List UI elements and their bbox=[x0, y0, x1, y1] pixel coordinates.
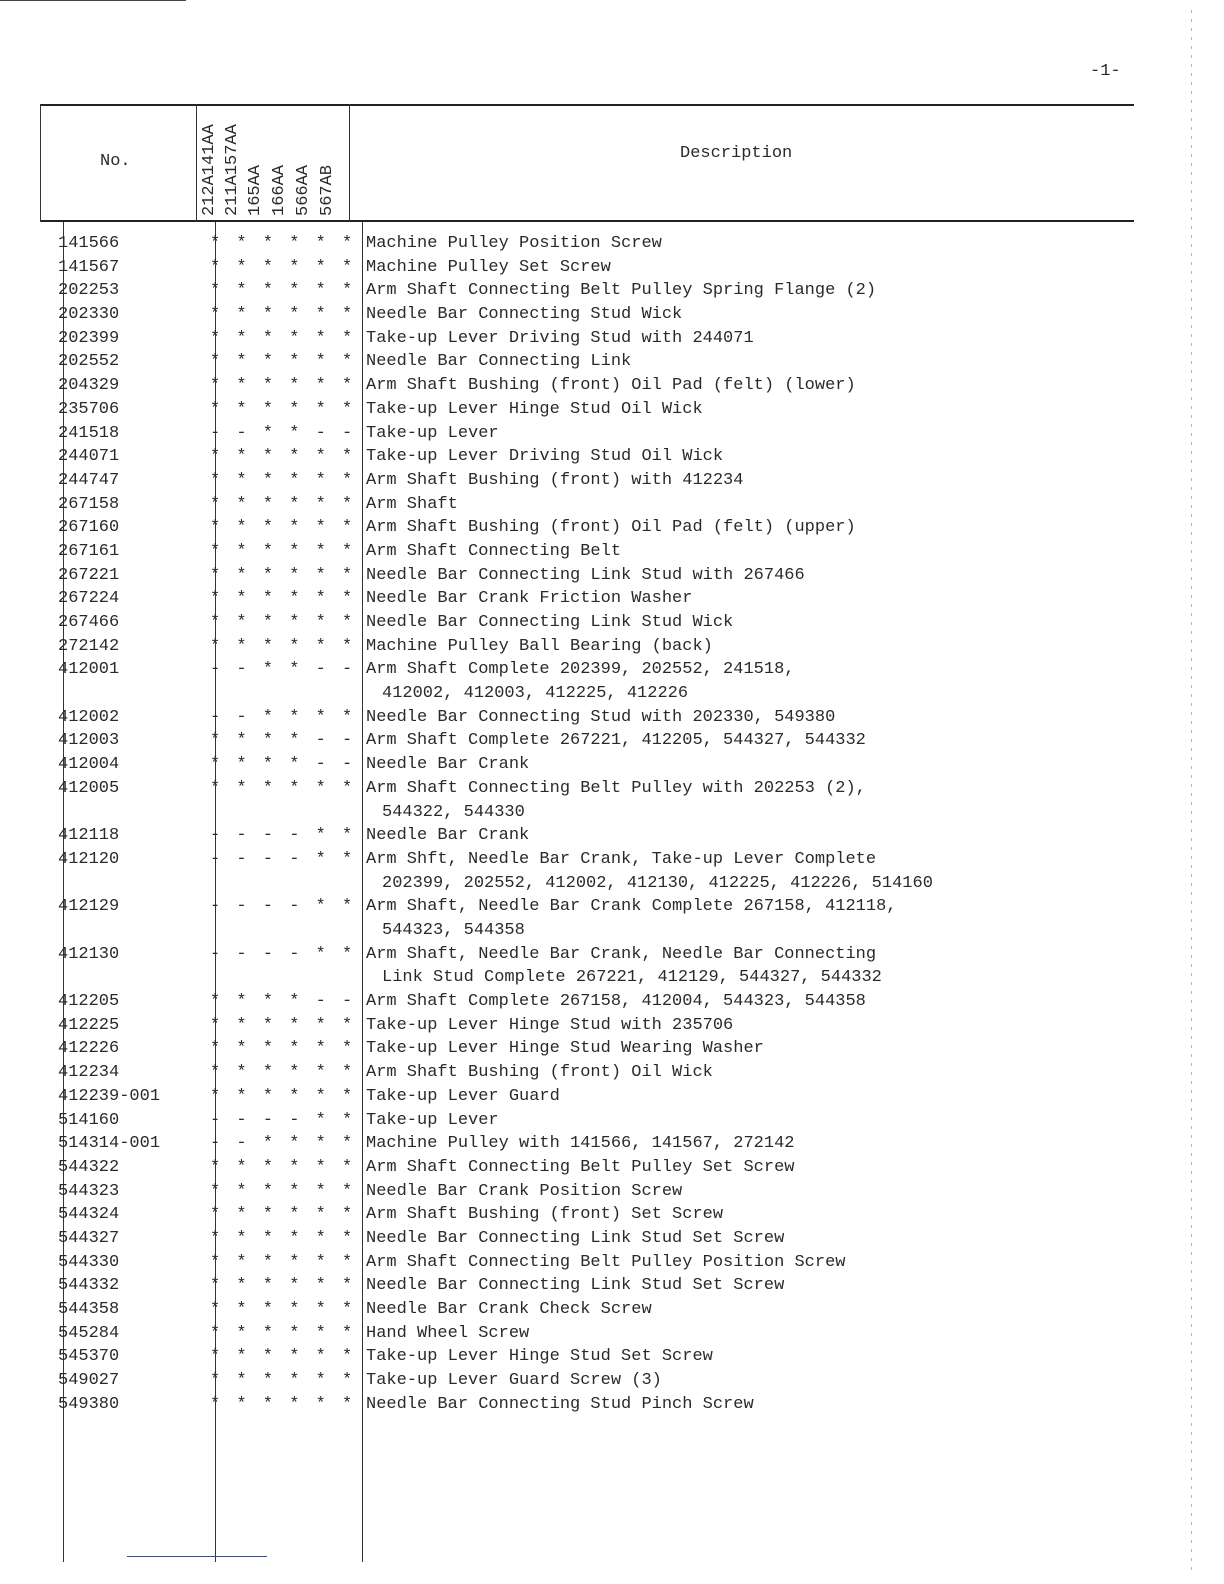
part-number: 202399 bbox=[58, 328, 120, 348]
part-description: Machine Pulley with 141566, 141567, 272142 bbox=[366, 1134, 795, 1154]
table-row bbox=[0, 232, 1224, 256]
part-description: Needle Bar Crank Position Screw bbox=[366, 1181, 683, 1201]
part-number: 141566 bbox=[58, 234, 120, 253]
model-availability: - - - - * * bbox=[210, 944, 356, 964]
part-description-continued: 544323, 544358 bbox=[382, 920, 525, 940]
part-number: 412003 bbox=[58, 731, 120, 751]
table-row bbox=[0, 516, 1224, 540]
model-availability: * * * * * * bbox=[210, 257, 356, 277]
part-description: Needle Bar Connecting Link Stud Set Screw bbox=[366, 1228, 785, 1248]
part-description: Arm Shaft Bushing (front) Oil Wick bbox=[366, 1063, 713, 1083]
scan-edge-marks bbox=[1191, 10, 1192, 1570]
table-row bbox=[0, 540, 1224, 564]
part-number: 514160 bbox=[58, 1110, 120, 1130]
model-availability: - - * * - - bbox=[210, 660, 356, 680]
model-availability: - - - - * * bbox=[210, 897, 356, 917]
model-availability: * * * * * * bbox=[210, 518, 356, 538]
table-row bbox=[0, 1393, 1224, 1417]
table-row bbox=[0, 848, 1224, 895]
top-left-rule bbox=[0, 0, 186, 1]
part-number: 267466 bbox=[58, 613, 120, 632]
part-number: 412205 bbox=[58, 992, 120, 1012]
table-row bbox=[0, 729, 1224, 753]
model-availability: * * * * * * bbox=[210, 376, 356, 396]
part-description: Needle Bar Crank bbox=[366, 755, 530, 775]
part-description: Take-up Lever Hinge Stud Oil Wick bbox=[366, 399, 703, 419]
model-availability: * * * * - - bbox=[210, 731, 356, 751]
model-availability: * * * * * * bbox=[210, 1252, 356, 1272]
part-number: 412130 bbox=[58, 944, 120, 964]
table-row bbox=[0, 1180, 1224, 1204]
part-number: 204329 bbox=[58, 376, 120, 396]
table-row bbox=[0, 303, 1224, 327]
part-description: Take-up Lever Driving Stud Oil Wick bbox=[366, 447, 724, 467]
part-description: Arm Shaft Bushing (front) with 412234 bbox=[366, 470, 744, 490]
model-availability: * * * * - - bbox=[210, 755, 356, 775]
part-number: 412118 bbox=[58, 826, 120, 846]
model-availability: * * * * * * bbox=[210, 399, 356, 419]
model-code-header: 165AA bbox=[246, 164, 265, 216]
bottom-blue-mark bbox=[127, 1556, 267, 1557]
model-code-header: 211A157AA bbox=[223, 124, 242, 216]
part-number: 272142 bbox=[58, 636, 120, 656]
part-number: 412226 bbox=[58, 1039, 120, 1059]
part-description: Needle Bar Crank bbox=[366, 826, 530, 846]
part-description: Take-up Lever bbox=[366, 1110, 499, 1130]
part-description-continued: 202399, 202552, 412002, 412130, 412225, 412226, 514160 bbox=[382, 873, 933, 893]
model-availability: * * * * - - bbox=[210, 992, 356, 1012]
model-availability: * * * * * * bbox=[210, 778, 356, 798]
table-row bbox=[0, 1274, 1224, 1298]
table-row bbox=[0, 327, 1224, 351]
table-row bbox=[0, 658, 1224, 705]
table-row bbox=[0, 1014, 1224, 1038]
part-description: Needle Bar Connecting Link Stud Set Screw bbox=[366, 1276, 785, 1296]
model-availability: * * * * * * bbox=[210, 1347, 356, 1367]
table-row bbox=[0, 1061, 1224, 1085]
model-availability: * * * * * * bbox=[210, 305, 356, 325]
part-description: Take-up Lever Guard Screw (3) bbox=[366, 1371, 662, 1391]
table-row bbox=[0, 1369, 1224, 1393]
model-availability: * * * * * * bbox=[210, 1063, 356, 1083]
table-row bbox=[0, 1298, 1224, 1322]
model-availability: * * * * * * bbox=[210, 1276, 356, 1296]
part-number: 244071 bbox=[58, 447, 120, 467]
model-availability: - - * * - - bbox=[210, 423, 356, 443]
part-description: Arm Shaft Connecting Belt Pulley with 202253 (2), bbox=[366, 778, 866, 798]
part-description: Take-up Lever Driving Stud with 244071 bbox=[366, 328, 754, 348]
part-number: 412004 bbox=[58, 755, 120, 775]
part-description: Arm Shaft Complete 202399, 202552, 241518, bbox=[366, 660, 795, 680]
part-number: 202330 bbox=[58, 305, 120, 325]
table-row bbox=[0, 824, 1224, 848]
model-availability: * * * * * * bbox=[210, 1039, 356, 1059]
table-row bbox=[0, 1037, 1224, 1061]
table-row bbox=[0, 398, 1224, 422]
table-row bbox=[0, 1085, 1224, 1109]
part-number: 544330 bbox=[58, 1252, 120, 1272]
part-number: 412005 bbox=[58, 778, 120, 798]
part-number: 544324 bbox=[58, 1205, 120, 1225]
part-description: Machine Pulley Position Screw bbox=[366, 234, 662, 253]
part-description-continued: Link Stud Complete 267221, 412129, 544327, 544332 bbox=[382, 968, 882, 988]
part-description: Arm Shaft bbox=[366, 494, 458, 514]
part-description: Arm Shaft Connecting Belt bbox=[366, 541, 622, 561]
part-description: Take-up Lever Hinge Stud Wearing Washer bbox=[366, 1039, 764, 1059]
table-row bbox=[0, 990, 1224, 1014]
part-number: 244747 bbox=[58, 470, 120, 490]
table-row bbox=[0, 350, 1224, 374]
part-description: Needle Bar Connecting Stud with 202330, 549380 bbox=[366, 707, 836, 727]
parts-table-body bbox=[0, 232, 1224, 1416]
part-description: Arm Shaft Complete 267158, 412004, 544323, 544358 bbox=[366, 992, 866, 1012]
model-availability: - - - - * * bbox=[210, 826, 356, 846]
model-availability: * * * * * * bbox=[210, 1371, 356, 1391]
model-availability: - - * * * * bbox=[210, 707, 356, 727]
model-availability: - - - - * * bbox=[210, 849, 356, 869]
model-availability: - - - - * * bbox=[210, 1110, 356, 1130]
part-description: Needle Bar Crank Friction Washer bbox=[366, 589, 693, 609]
table-row bbox=[0, 753, 1224, 777]
table-row bbox=[0, 611, 1224, 635]
part-number: 544323 bbox=[58, 1181, 120, 1201]
part-number: 267158 bbox=[58, 494, 120, 514]
table-row bbox=[0, 256, 1224, 280]
part-number: 267224 bbox=[58, 589, 120, 609]
part-description: Machine Pulley Set Screw bbox=[366, 257, 611, 277]
model-availability: - - * * * * bbox=[210, 1134, 356, 1154]
table-row bbox=[0, 587, 1224, 611]
model-availability: * * * * * * bbox=[210, 1157, 356, 1177]
model-availability: * * * * * * bbox=[210, 541, 356, 561]
part-description: Arm Shaft, Needle Bar Crank Complete 267158, 412118, bbox=[366, 897, 897, 917]
table-row bbox=[0, 1132, 1224, 1156]
model-availability: * * * * * * bbox=[210, 1323, 356, 1343]
model-availability: * * * * * * bbox=[210, 613, 356, 632]
model-availability: * * * * * * bbox=[210, 352, 356, 372]
part-number: 544332 bbox=[58, 1276, 120, 1296]
part-number: 267161 bbox=[58, 541, 120, 561]
model-availability: * * * * * * bbox=[210, 1205, 356, 1225]
model-availability: * * * * * * bbox=[210, 636, 356, 656]
table-row bbox=[0, 564, 1224, 588]
part-number: 545370 bbox=[58, 1347, 120, 1367]
part-number: 235706 bbox=[58, 399, 120, 419]
header-bottom-border bbox=[40, 220, 1134, 222]
header-models-divider bbox=[349, 104, 350, 222]
model-code-header: 566AA bbox=[294, 164, 313, 216]
model-availability: * * * * * * bbox=[210, 1181, 356, 1201]
column-header-description: Description bbox=[680, 144, 793, 163]
part-number: 202552 bbox=[58, 352, 120, 372]
model-code-header: 567AB bbox=[318, 164, 337, 216]
part-number: 267221 bbox=[58, 565, 120, 585]
part-description: Needle Bar Connecting Link Stud Wick bbox=[366, 613, 734, 632]
table-row bbox=[0, 895, 1224, 942]
part-description: Arm Shaft Connecting Belt Pulley Set Screw bbox=[366, 1157, 795, 1177]
part-description: Arm Shaft, Needle Bar Crank, Needle Bar Connecting bbox=[366, 944, 877, 964]
part-number: 412002 bbox=[58, 707, 120, 727]
table-row bbox=[0, 777, 1224, 824]
model-availability: * * * * * * bbox=[210, 470, 356, 490]
part-description-continued: 544322, 544330 bbox=[382, 802, 525, 822]
part-description: Arm Shaft Complete 267221, 412205, 544327, 544332 bbox=[366, 731, 866, 751]
part-number: 549380 bbox=[58, 1394, 120, 1414]
part-description: Needle Bar Connecting Stud Pinch Screw bbox=[366, 1394, 754, 1414]
model-availability: * * * * * * bbox=[210, 565, 356, 585]
model-availability: * * * * * * bbox=[210, 1228, 356, 1248]
model-availability: * * * * * * bbox=[210, 589, 356, 609]
model-availability: * * * * * * bbox=[210, 447, 356, 467]
part-description: Arm Shft, Needle Bar Crank, Take-up Lever Complete bbox=[366, 849, 877, 869]
table-row bbox=[0, 1322, 1224, 1346]
table-top-border bbox=[40, 104, 1134, 106]
part-description: Machine Pulley Ball Bearing (back) bbox=[366, 636, 713, 656]
part-description: Take-up Lever Guard bbox=[366, 1086, 560, 1106]
model-availability: * * * * * * bbox=[210, 1015, 356, 1035]
header-left-border bbox=[40, 104, 41, 222]
part-number: 412239-001 bbox=[58, 1086, 161, 1106]
part-description: Arm Shaft Bushing (front) Oil Pad (felt) (upper) bbox=[366, 518, 856, 538]
part-number: 141567 bbox=[58, 257, 120, 277]
table-row bbox=[0, 1227, 1224, 1251]
part-description: Hand Wheel Screw bbox=[366, 1323, 530, 1343]
table-row bbox=[0, 374, 1224, 398]
part-description: Needle Bar Connecting Stud Wick bbox=[366, 305, 683, 325]
table-row bbox=[0, 1109, 1224, 1133]
model-availability: * * * * * * bbox=[210, 494, 356, 514]
part-number: 412120 bbox=[58, 849, 120, 869]
table-row bbox=[0, 1156, 1224, 1180]
part-description: Arm Shaft Connecting Belt Pulley Spring Flange (2) bbox=[366, 281, 877, 301]
model-availability: * * * * * * bbox=[210, 234, 356, 253]
part-number: 549027 bbox=[58, 1371, 120, 1391]
part-number: 202253 bbox=[58, 281, 120, 301]
table-row bbox=[0, 493, 1224, 517]
table-row bbox=[0, 1203, 1224, 1227]
part-description: Needle Bar Connecting Link Stud with 267466 bbox=[366, 565, 805, 585]
part-number: 544322 bbox=[58, 1157, 120, 1177]
table-row bbox=[0, 1345, 1224, 1369]
part-number: 241518 bbox=[58, 423, 120, 443]
table-row bbox=[0, 469, 1224, 493]
part-description: Take-up Lever bbox=[366, 423, 499, 443]
table-row bbox=[0, 635, 1224, 659]
part-description: Arm Shaft Connecting Belt Pulley Position Screw bbox=[366, 1252, 846, 1272]
part-description: Needle Bar Connecting Link bbox=[366, 352, 632, 372]
model-availability: * * * * * * bbox=[210, 1300, 356, 1320]
table-row bbox=[0, 943, 1224, 990]
part-description: Needle Bar Crank Check Screw bbox=[366, 1300, 652, 1320]
part-number: 267160 bbox=[58, 518, 120, 538]
table-row bbox=[0, 279, 1224, 303]
header-no-divider bbox=[196, 104, 197, 222]
column-header-no: No. bbox=[100, 152, 131, 171]
part-description: Arm Shaft Bushing (front) Oil Pad (felt) (lower) bbox=[366, 376, 856, 396]
part-description-continued: 412002, 412003, 412225, 412226 bbox=[382, 684, 689, 704]
part-number: 544358 bbox=[58, 1300, 120, 1320]
part-number: 412234 bbox=[58, 1063, 120, 1083]
part-number: 514314-001 bbox=[58, 1134, 161, 1154]
model-code-header: 212A141AA bbox=[200, 124, 219, 216]
model-code-header: 166AA bbox=[270, 164, 289, 216]
table-row bbox=[0, 1251, 1224, 1275]
table-row bbox=[0, 422, 1224, 446]
table-row bbox=[0, 445, 1224, 469]
model-availability: * * * * * * bbox=[210, 1394, 356, 1414]
part-number: 545284 bbox=[58, 1323, 120, 1343]
part-number: 544327 bbox=[58, 1228, 120, 1248]
part-description: Take-up Lever Hinge Stud Set Screw bbox=[366, 1347, 713, 1367]
part-number: 412129 bbox=[58, 897, 120, 917]
table-row bbox=[0, 706, 1224, 730]
model-availability: * * * * * * bbox=[210, 1086, 356, 1106]
page-number: -1- bbox=[1090, 62, 1121, 81]
model-availability: * * * * * * bbox=[210, 281, 356, 301]
model-availability: * * * * * * bbox=[210, 328, 356, 348]
part-number: 412225 bbox=[58, 1015, 120, 1035]
part-description: Arm Shaft Bushing (front) Set Screw bbox=[366, 1205, 724, 1225]
part-number: 412001 bbox=[58, 660, 120, 680]
part-description: Take-up Lever Hinge Stud with 235706 bbox=[366, 1015, 734, 1035]
